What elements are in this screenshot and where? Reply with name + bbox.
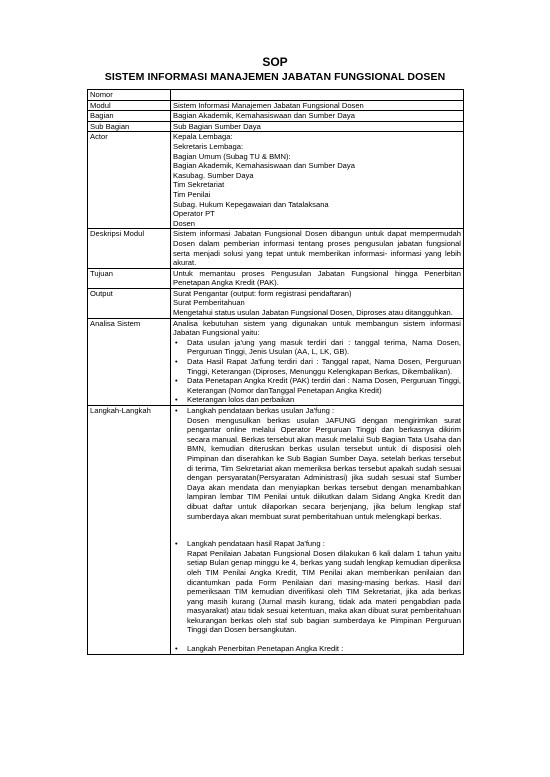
table-row — [88, 121, 464, 132]
row-value-modul: Sistem Informasi Manajemen Jabatan Fungsional Dosen — [171, 100, 464, 111]
bullet-icon: • — [175, 337, 178, 347]
list-item — [175, 357, 461, 376]
output-line: Mengetahui status usulan Jabatan Fungsional Dosen, Diproses atau ditangguhkan. — [173, 308, 453, 318]
actor-line: Kepala Lembaga: — [173, 132, 233, 142]
row-label-deskripsi: Deskripsi Modul — [88, 229, 171, 268]
list-item — [175, 539, 461, 644]
table-row — [88, 90, 464, 101]
table-row — [88, 100, 464, 111]
analisa-intro: Analisa kebutuhan sistem yang digunakan untuk membangun sistem informasi Jabatan Fungsional yaitu: — [173, 318, 461, 338]
step-body: Dosen mengusulkan berkas usulan JAFUNG dengan mengirimkan surat pengantar online melalui Operator Perguruan Tinggi dan berkasnya dikirim secara manual. Berkas tersebut akan masuk melalui Sub Bagian Tata Usaha dan BMN, kemudian diteruskan berkas usulan tersebut untuk di disposisi oleh Pimpinan dan diserahkan ke Sub Bagian Sumber Daya. setelah berkas tersebut di terima, Tim Sekretariat akan memeriksa berkas tersebut apakah sudah sesuai dengan persyaratan(Persyaratan Administrasi) jika sudah sesuai staf Sumber Daya akan mendata dan menyiapkan berkas tersebut dengan menambahkan lampiran lembar TIM Penilai untuk diikutkan dalam Sidang Angka Kredit dan dibuat daftar untuk dilaporkan secara berjenjang, jika belum lengkap staf sumberdaya akan membuat surat pemberitahuan untuk melengkapi berkas. — [187, 415, 461, 521]
document-title: SOP — [262, 55, 288, 69]
actor-line: Subag. Hukum Kepegawaian dan Tatalaksana — [173, 199, 329, 209]
table-row — [88, 288, 464, 318]
list-item-text: Keterangan lolos dan perbaikan — [187, 395, 295, 405]
row-value-bagian: Bagian Akademik, Kemahasiswaan dan Sumber Daya — [171, 111, 464, 122]
actor-line: Bagian Umum (Subag TU & BMN): — [173, 151, 291, 161]
table-row — [88, 318, 464, 405]
row-value-nomor — [171, 90, 464, 101]
actor-line: Tim Penilai — [173, 189, 211, 199]
actor-line: Operator PT — [173, 209, 215, 219]
table-row — [88, 229, 464, 268]
step-heading: Langkah Penerbitan Penetapan Angka Kredit : — [187, 644, 344, 654]
output-line: Surat Pengantar (output: form registrasi pendaftaran) — [173, 288, 352, 298]
step-body: Rapat Penilaian Jabatan Fungsional Dosen dilakukan 6 kali dalam 1 tahun yaitu setiap Bulan genap minggu ke 4, berkas yang sudah lengkap kemudian diperiksa oleh TIM Penilai Angka Kredit, TIM Penilai akan memberikan penilaian dan dicantumkan pada Form Penilaian dari masing-masing berkas. Hasil dari pemeriksaan TIM kemudian diverifikasi oleh TIM Sekretariat, jika ada berkas yang masih kurang (Jurnal masih kurang, tidak ada materi pengabdian pada masyarakat) atau tidak sesuai ketentuan, maka akan dibuat surat pemberitahuan kekurangan berkas oleh staf sub bagian sumberdaya ke Pimpinan Perguruan Tinggi dan Dosen bersangkutan. — [187, 548, 461, 635]
row-value-deskripsi: Sistem informasi Jabatan Fungsional Dosen dibangun untuk dapat mempermudah Dosen dalam pemberian informasi tentang proses pengusulan jabatan fungsional serta menjadi solusi yang tepat untuk memberikan informasi- informasi yang lebih akurat. — [171, 229, 464, 268]
list-item — [175, 644, 461, 654]
list-item — [175, 395, 461, 405]
row-label-langkah: Langkah-Langkah — [88, 406, 171, 655]
row-label-analisa: Analisa Sistem — [88, 318, 171, 405]
bullet-icon: • — [175, 357, 178, 367]
table-row — [88, 111, 464, 122]
actor-line: Dosen — [173, 218, 195, 228]
row-label-actor: Actor — [88, 132, 171, 229]
row-value-actor — [171, 132, 464, 229]
actor-line: Kasubag. Sumber Daya — [173, 170, 254, 180]
bullet-icon: • — [175, 539, 178, 549]
actor-line: Tim Sekretariat — [173, 180, 225, 190]
row-label-nomor: Nomor — [88, 90, 171, 101]
list-item — [175, 337, 461, 357]
bullet-icon: • — [175, 406, 178, 415]
analisa-list — [173, 338, 461, 405]
row-label-tujuan: Tujuan — [88, 268, 171, 288]
langkah-list — [173, 406, 461, 654]
step-heading: Langkah pendataan hasil Rapat Ja'fung : — [187, 539, 325, 549]
bullet-icon: • — [175, 376, 178, 386]
row-value-sub-bagian: Sub Bagian Sumber Daya — [171, 121, 464, 132]
bullet-icon: • — [175, 644, 178, 654]
row-label-output: Output — [88, 288, 171, 318]
step-heading: Langkah pendataan berkas usulan Ja'fung : — [187, 406, 335, 415]
table-row — [88, 132, 464, 229]
list-item-text: Data Hasil Rapat Ja'fung terdiri dari : Tanggal rapat, Nama Dosen, Perguruan Tinggi, Keterangan (Diproses, Menunggu Kelengkapan Berkas, Dikembalikan). — [187, 357, 461, 376]
row-label-bagian: Bagian — [88, 111, 171, 122]
list-item-text: Data usulan ja'ung yang masuk terdiri dari : tanggal terima, Nama Dosen, Perguruan Tinggi, Jenis Usulan (AA, L, LK, GB). — [187, 337, 461, 357]
list-item-text: Data Penetapan Angka Kredit (PAK) terdiri dari : Nama Dosen, Perguruan Tinggi, Keterangan (Nomor danTanggal Penetapan Angka Kredit) — [187, 376, 461, 395]
list-item — [175, 376, 461, 395]
list-item — [175, 406, 461, 539]
row-value-tujuan: Untuk memantau proses Pengusulan Jabatan Fungsional hingga Penerbitan Penetapan Angka Kredit (PAK). — [171, 268, 464, 288]
row-value-langkah — [171, 406, 464, 655]
output-line: Surat Pemberitahuan — [173, 298, 245, 308]
row-value-analisa — [171, 318, 464, 405]
row-label-sub-bagian: Sub Bagian — [88, 121, 171, 132]
bullet-icon: • — [175, 395, 178, 405]
actor-line: Bagian Akademik, Kemahasiswaan dan Sumber Daya — [173, 161, 355, 171]
document-subtitle: SISTEM INFORMASI MANAJEMEN JABATAN FUNGSIONAL DOSEN — [104, 71, 446, 83]
row-value-output — [171, 288, 464, 318]
row-label-modul: Modul — [88, 100, 171, 111]
actor-line: Sekretaris Lembaga: — [173, 141, 244, 151]
table-row — [88, 406, 464, 655]
table-row — [88, 268, 464, 288]
sop-table — [87, 89, 464, 655]
